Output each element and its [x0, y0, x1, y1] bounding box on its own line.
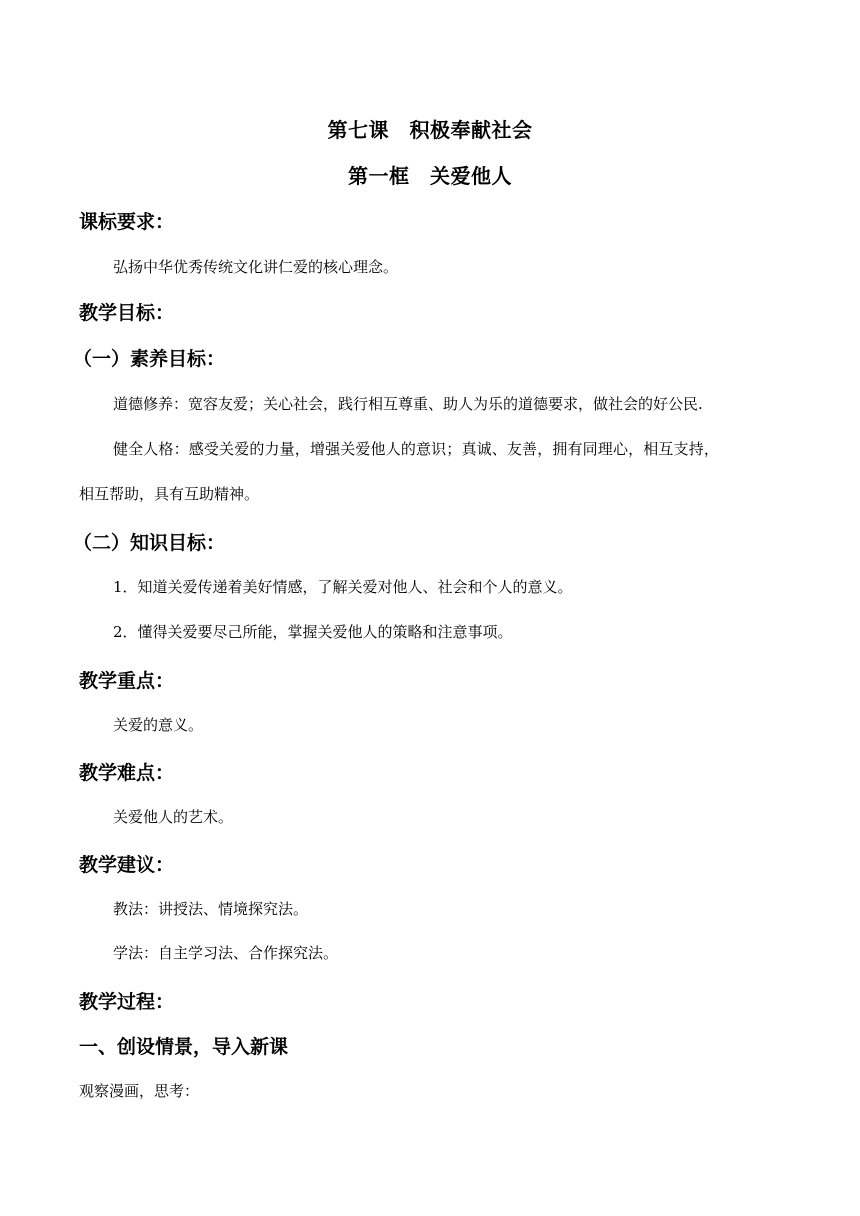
moral-cultivation-text: 道德修养：宽容友爱；关心社会，践行相互尊重、助人为乐的道德要求，做社会的好公民. — [113, 395, 703, 413]
step-one-text: 观察漫画，思考： — [79, 1082, 200, 1100]
knowledge-item-1: 1．知道关爱传递着美好情感，了解关爱对他人、社会和个人的意义。 — [113, 578, 573, 596]
key-points-heading: 教学重点： — [79, 670, 175, 692]
process-heading: 教学过程： — [79, 991, 175, 1013]
lesson-title: 第七课 积极奉献社会 — [327, 118, 533, 142]
knowledge-objectives-heading: （二）知识目标： — [73, 532, 226, 554]
key-points-text: 关爱的意义。 — [113, 716, 204, 734]
objectives-heading: 教学目标： — [79, 302, 175, 324]
literacy-objectives-heading: （一）素养目标： — [73, 348, 226, 370]
curriculum-heading: 课标要求： — [79, 211, 175, 233]
knowledge-item-2: 2．懂得关爱要尽己所能，掌握关爱他人的策略和注意事项。 — [113, 623, 513, 641]
curriculum-text: 弘扬中华优秀传统文化讲仁爱的核心理念。 — [113, 258, 399, 276]
suggestions-heading: 教学建议： — [79, 854, 175, 876]
learning-method-text: 学法：自主学习法、合作探究法。 — [113, 944, 339, 962]
step-one-heading: 一、创设情景，导入新课 — [79, 1036, 289, 1058]
difficulties-heading: 教学难点： — [79, 762, 175, 784]
personality-text-line-1: 健全人格：感受关爱的力量，增强关爱他人的意识；真诚、友善，拥有同理心，相互支持， — [113, 440, 720, 458]
lesson-subtitle: 第一框 关爱他人 — [348, 164, 512, 188]
teaching-method-text: 教法：讲授法、情境探究法。 — [113, 900, 309, 918]
difficulties-text: 关爱他人的艺术。 — [113, 808, 234, 826]
personality-text-line-2: 相互帮助，具有互助精神。 — [79, 485, 260, 503]
